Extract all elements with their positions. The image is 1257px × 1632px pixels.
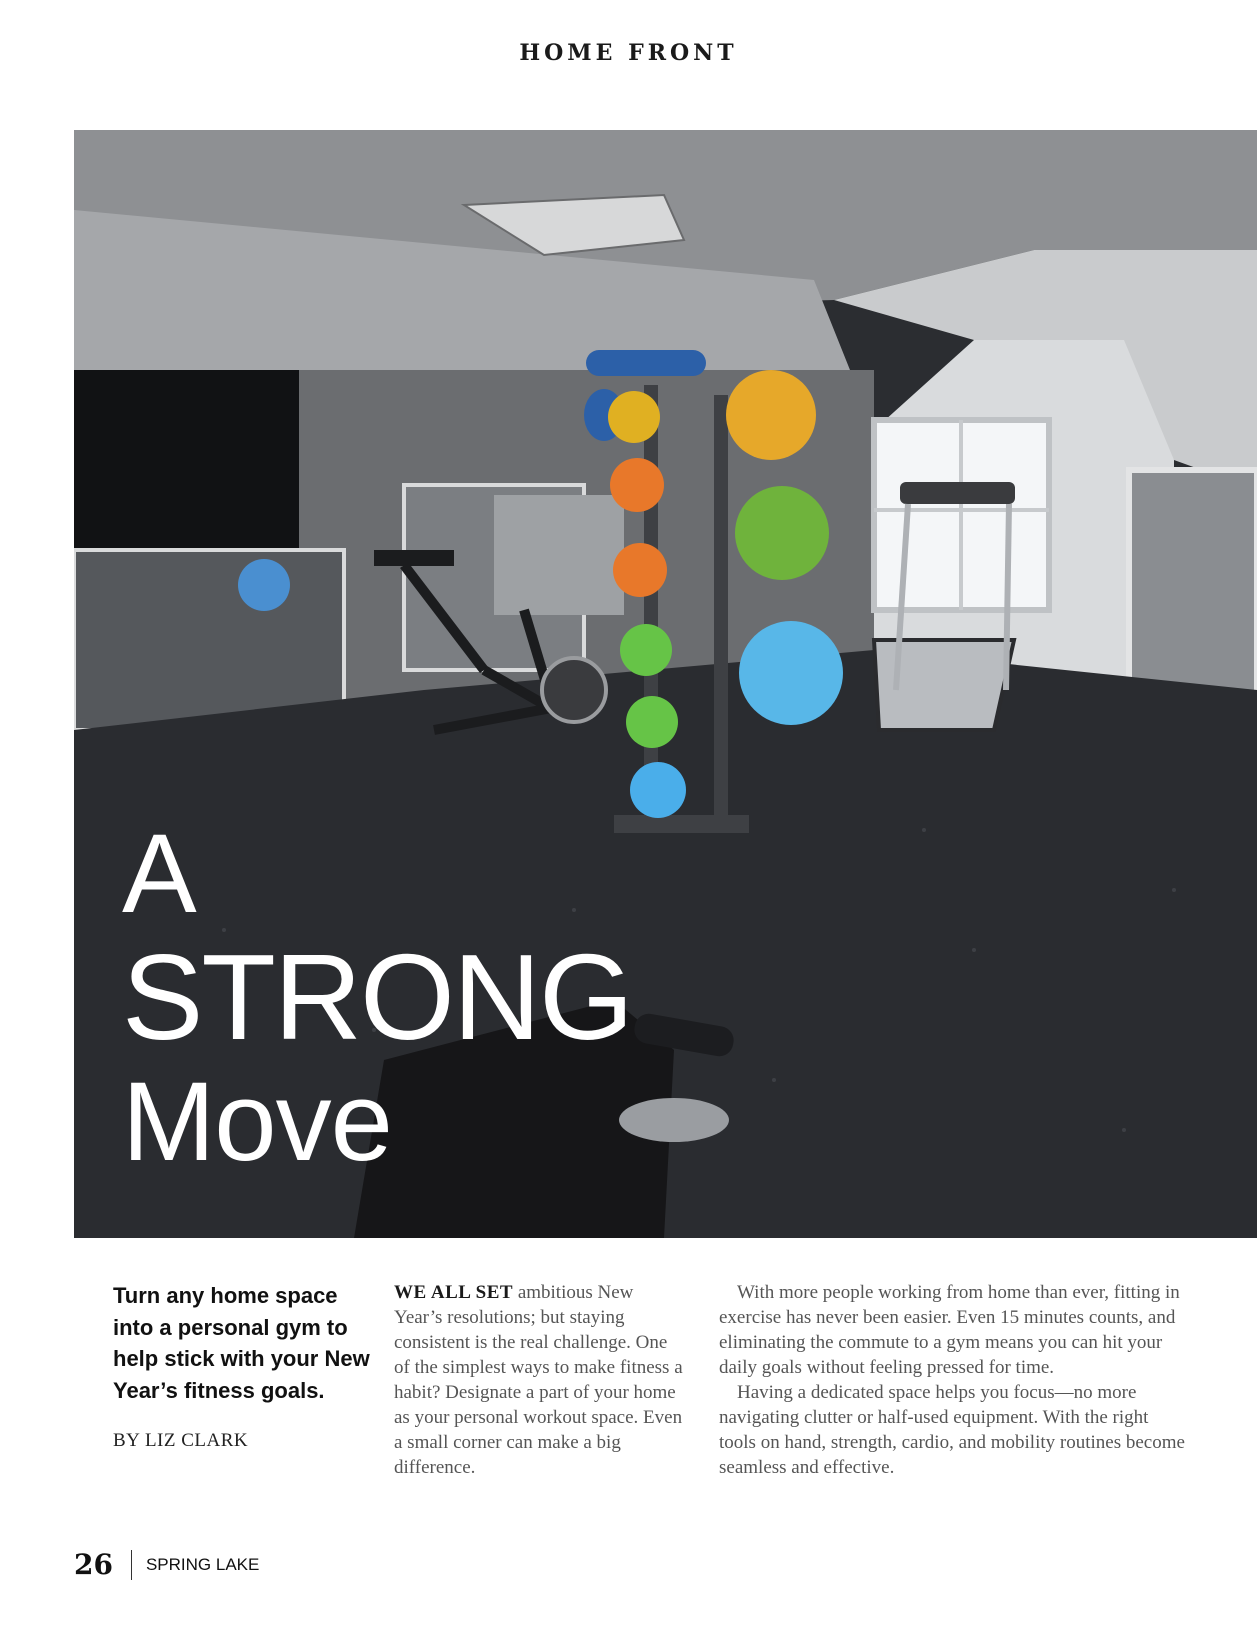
article-paragraph-1-text: ambitious New Year’s resolutions; but staying consistent is the real challenge. One of the simplest ways to make fitness a habit? Designate a part of your home as your personal workout space. Even a small corner can make a big difference. — [394, 1282, 683, 1478]
headline-line-1: A — [122, 811, 196, 936]
section-label: HOME FRONT — [519, 40, 738, 66]
article-paragraph-1 — [394, 1280, 684, 1480]
headline — [122, 811, 632, 1184]
article-deck: Turn any home space into a personal gym to help stick with your New Year’s fitness goals. — [113, 1283, 370, 1403]
publication-name: SPRING LAKE — [145, 1554, 260, 1574]
article-column-2 — [719, 1280, 1189, 1480]
article-paragraph-3: Having a dedicated space helps you focus—no more navigating clutter or half-used equipment. With the right tools on hand, strength, cardio, and mobility routines become seamless and effective. — [719, 1382, 1185, 1478]
footer-divider — [131, 1550, 132, 1580]
article-column-1 — [394, 1280, 684, 1480]
page-footer — [74, 1548, 259, 1581]
byline: BY LIZ CLARK — [113, 1430, 249, 1451]
headline-line-3: Move — [122, 1059, 392, 1184]
headline-line-2: STRONG — [122, 929, 632, 1065]
page-number: 26 — [74, 1548, 113, 1581]
lead-in: WE ALL SET — [394, 1282, 514, 1303]
article-paragraph-2: With more people working from home than ever, fitting in exercise has never been easier. Even 15 minutes counts, and eliminating the commute to a gym means you can hit your daily goals without feeling pressed for time. — [719, 1282, 1180, 1378]
